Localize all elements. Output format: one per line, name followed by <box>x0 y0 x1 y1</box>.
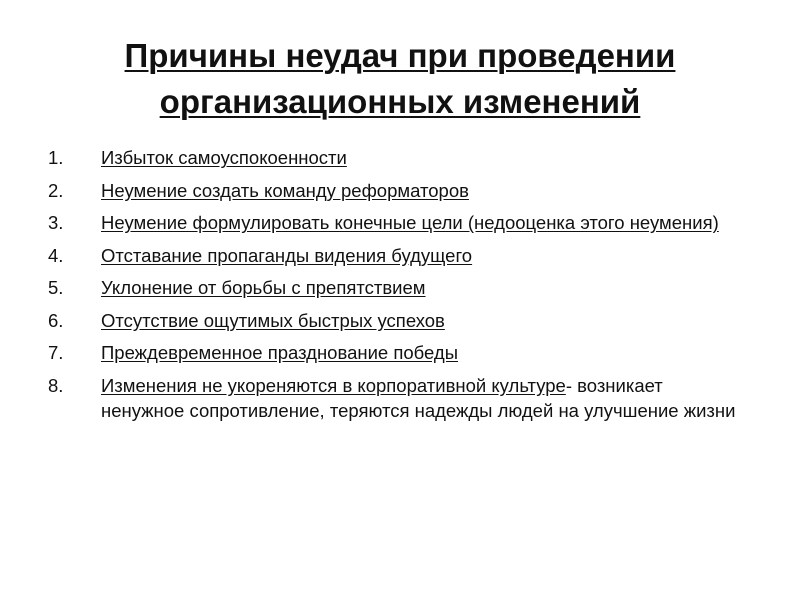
item-text <box>101 373 748 423</box>
item-number: 1. <box>48 147 64 168</box>
item-text <box>101 243 748 268</box>
list-item <box>48 373 748 423</box>
item-text <box>101 340 748 365</box>
item-underlined-text: Уклонение от борьбы с препятствием <box>101 277 426 298</box>
item-rest-text: - возникает ненужное сопротивление, теряются надежды людей на улучшение жизни <box>101 374 736 421</box>
item-text <box>101 178 748 203</box>
item-number: 3. <box>48 212 64 233</box>
list-item <box>48 178 748 203</box>
list-item <box>48 145 748 170</box>
list-item <box>48 243 748 268</box>
item-underlined-text: Преждевременное празднование победы <box>101 342 459 363</box>
item-number: 6. <box>48 309 64 331</box>
list-item <box>48 340 748 365</box>
item-text <box>101 210 748 235</box>
slide-title <box>30 33 770 125</box>
item-number: 8. <box>48 374 64 396</box>
item-number: 7. <box>48 342 64 363</box>
item-underlined-text: Отсутствие ощутимых быстрых успехов <box>101 309 445 331</box>
item-number: 2. <box>48 179 64 201</box>
title-line-2: организационных изменений <box>159 83 641 120</box>
item-text <box>101 145 748 170</box>
item-underlined-text: Неумение создать команду реформаторов <box>101 179 469 201</box>
title-line-1: Причины неудач при проведении <box>124 37 676 74</box>
list-item <box>48 275 748 300</box>
item-text <box>101 308 748 333</box>
reasons-list <box>48 145 748 430</box>
item-underlined-text: Избыток самоуспокоенности <box>101 147 347 168</box>
item-number: 4. <box>48 244 64 266</box>
item-underlined-text: Изменения не укореняются в корпоративной культуре <box>101 374 566 396</box>
list-item <box>48 210 748 235</box>
item-number: 5. <box>48 277 64 298</box>
item-text <box>101 275 748 300</box>
item-underlined-text: Неумение формулировать конечные цели (недооценка этого неумения) <box>101 212 719 233</box>
item-underlined-text: Отставание пропаганды видения будущего <box>101 244 473 266</box>
list-item <box>48 308 748 333</box>
